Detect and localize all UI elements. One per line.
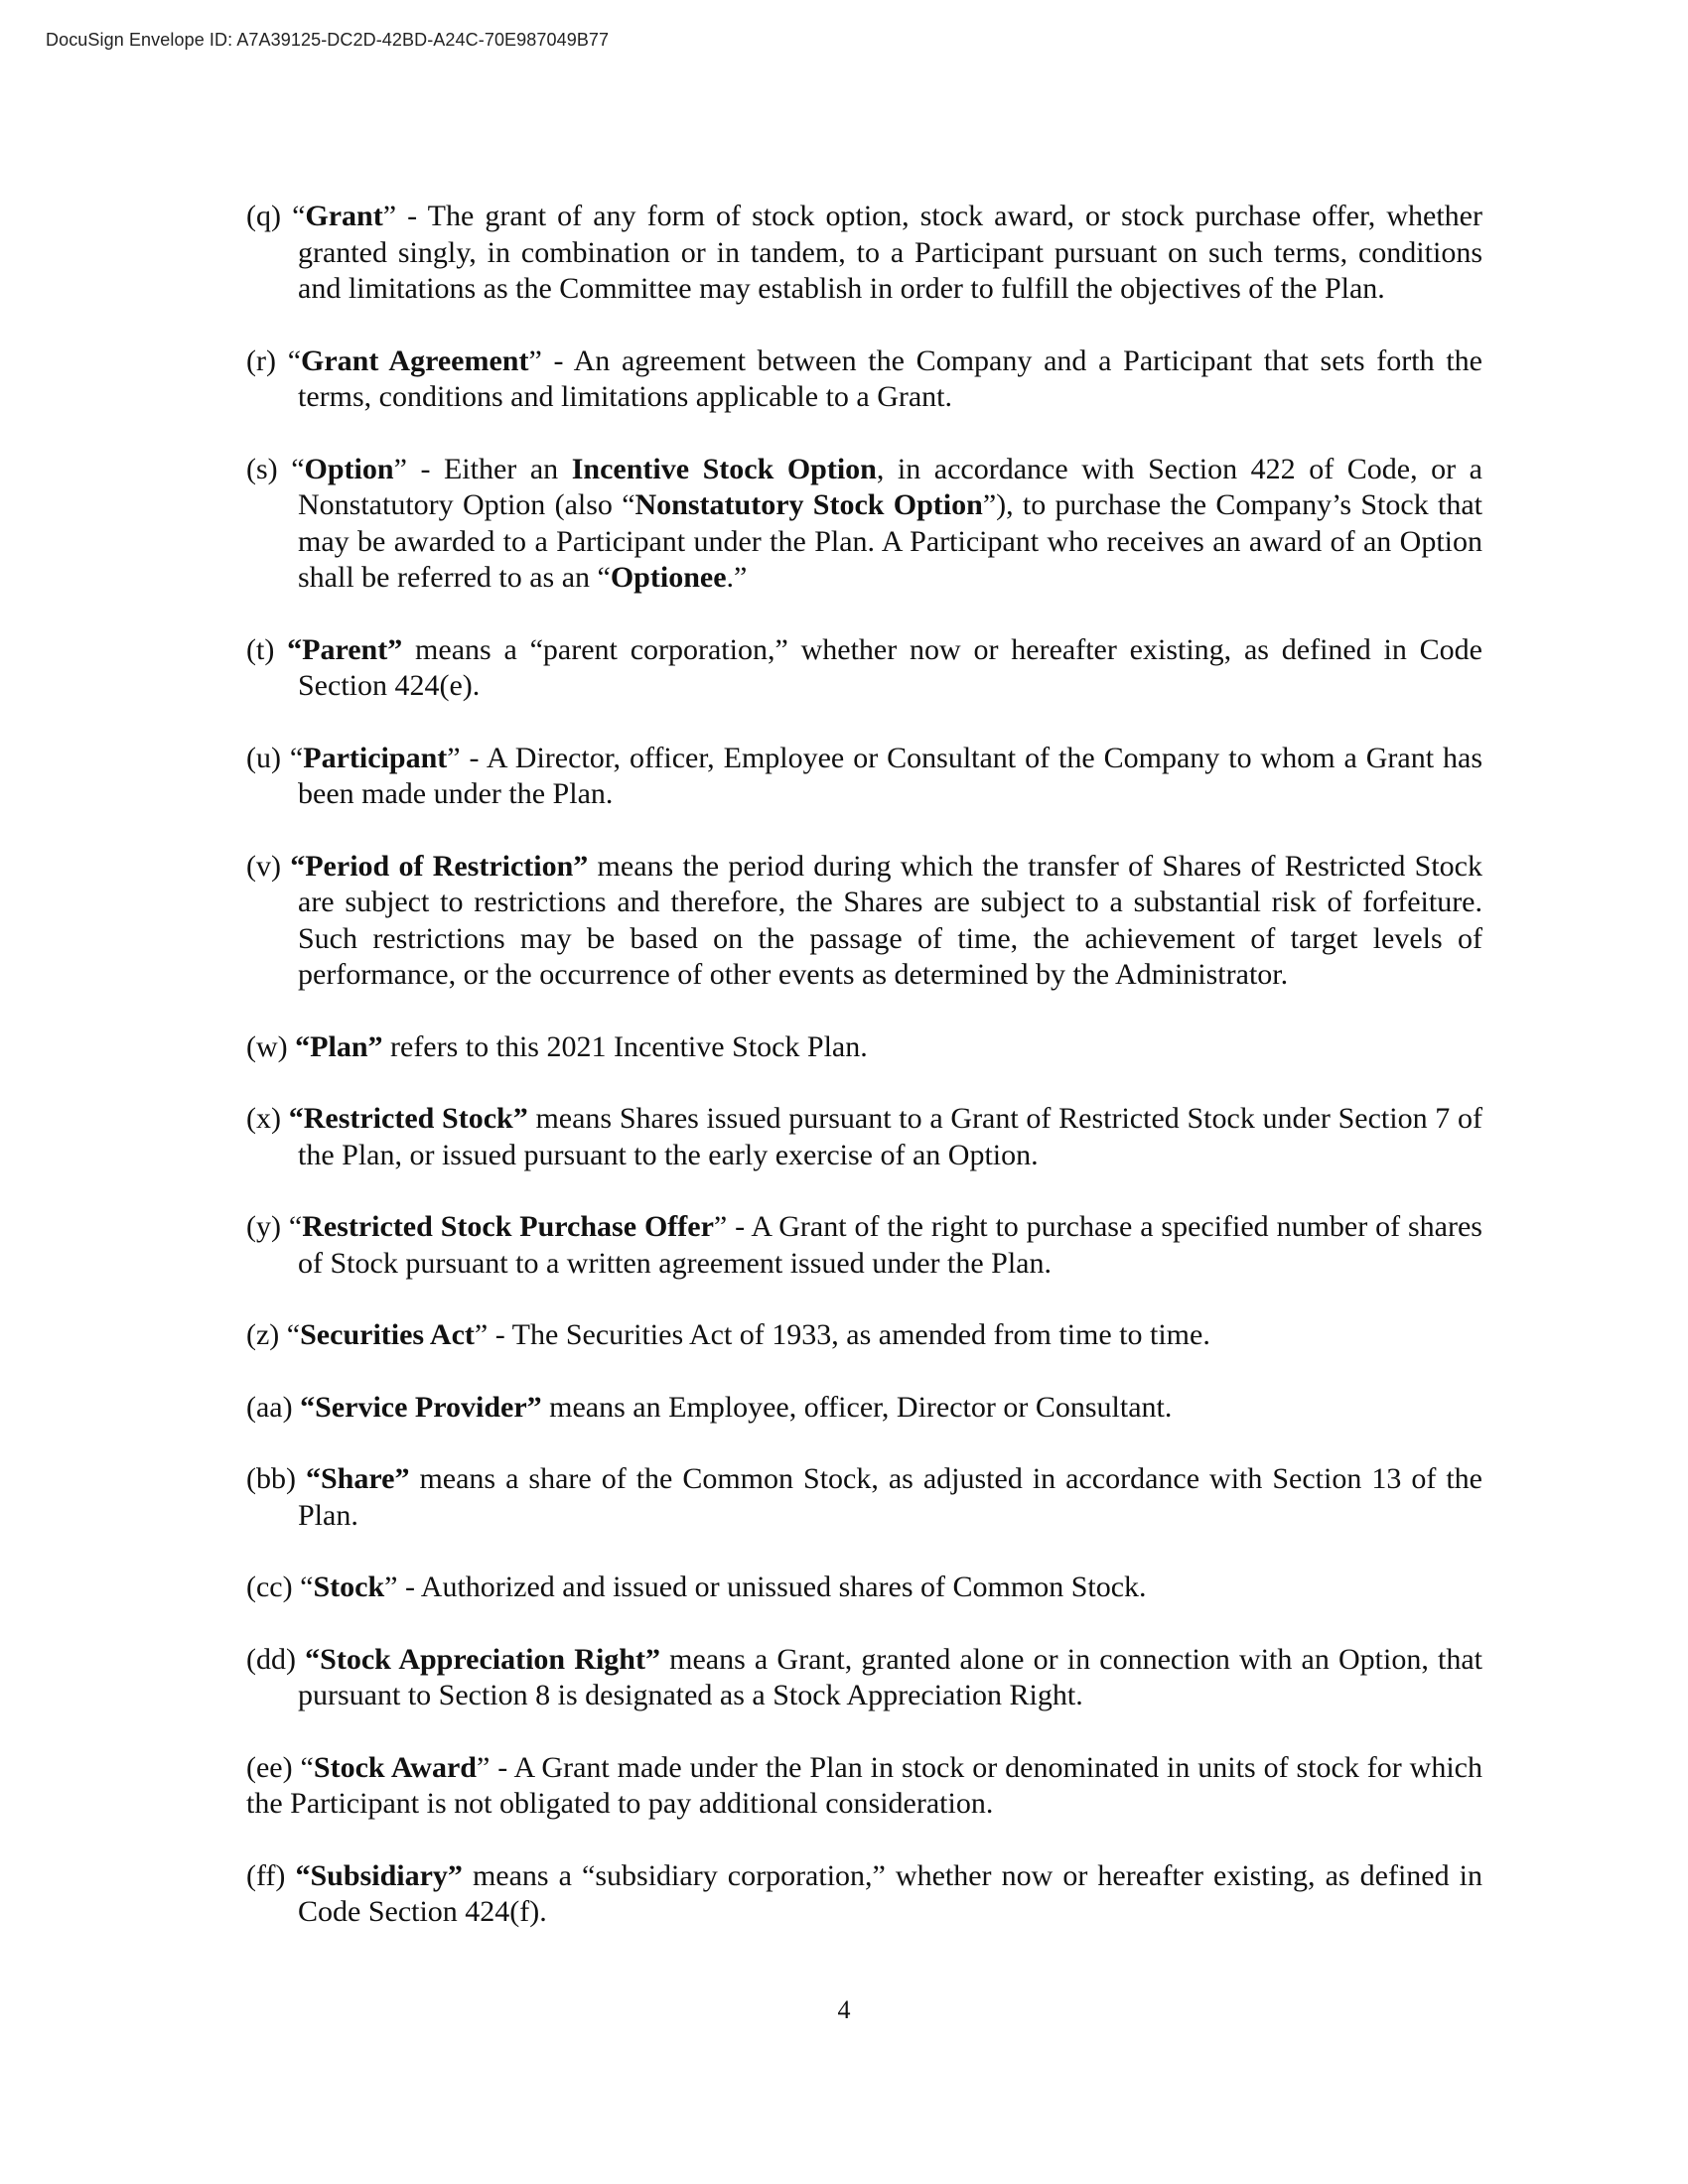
defined-term: Stock: [313, 1570, 385, 1603]
definition-label: (cc): [246, 1570, 293, 1603]
definition-text: means a “subsidiary corporation,” whether now or hereafter existing, as defined in Code Section 424(f).: [298, 1858, 1482, 1928]
definition-grant: (q) “Grant” - The grant of any form of stock option, stock award, or stock purchase offer, whether granted singly, in combination or in tandem, to a Participant pursuant on such terms, conditions and limitations as the Committee may establish in order to fulfill the objectives of the Plan.: [246, 200, 1482, 305]
docusign-envelope-id: DocuSign Envelope ID: A7A39125-DC2D-42BD-A24C-70E987049B77: [46, 30, 610, 50]
definition-text: - An agreement between the Company and a Participant that sets forth the terms, conditions and limitations applicable to a Grant.: [298, 343, 1482, 413]
defined-term: Nonstatutory Stock Option: [634, 488, 983, 521]
definition-label: (r): [246, 343, 276, 377]
defined-term: Securities Act: [300, 1318, 475, 1351]
defined-term: “Stock Appreciation Right”: [305, 1642, 660, 1676]
definitions-list: [246, 199, 1482, 1967]
defined-term: Stock Award: [313, 1750, 477, 1784]
definition-label: (dd): [246, 1642, 296, 1676]
definition-label: (x): [246, 1102, 281, 1135]
definition-text: means an Employee, officer, Director or Consultant.: [541, 1390, 1173, 1424]
definition-text: - A Grant of the right to purchase a specified number of shares of Stock pursuant to a written agreement issued under the Plan.: [298, 1210, 1482, 1280]
definition-text: - Authorized and issued or unissued shares of Common Stock.: [397, 1570, 1147, 1603]
definition-label: (z): [246, 1318, 280, 1351]
definition-text: means a share of the Common Stock, as adjusted in accordance with Section 13 of the Plan.: [298, 1462, 1482, 1532]
definition-stock-award: (ee) “Stock Award” - A Grant made under the Plan in stock or denominated in units of stock for which the Participant is not obligated to pay additional consideration.: [246, 1750, 1482, 1820]
defined-term: Grant Agreement: [301, 343, 529, 377]
defined-term: “Period of Restriction”: [290, 849, 589, 883]
definition-text: - The grant of any form of stock option, stock award, or stock purchase offer, whether granted singly, in combination or in tandem, to a Participant pursuant on such terms, conditions and limitations as the Committee may establish in order to fulfill the objectives of the Plan.: [298, 200, 1482, 305]
definition-stock: (cc) “Stock” - Authorized and issued or unissued shares of Common Stock.: [246, 1570, 1147, 1603]
definition-label: (bb): [246, 1462, 296, 1495]
definition-period-of-restriction: [246, 849, 1482, 994]
definition-text: means a “parent corporation,” whether now or hereafter existing, as defined in Code Section 424(e).: [298, 632, 1482, 702]
defined-term: Restricted Stock Purchase Offer: [302, 1210, 714, 1243]
definition-label: (aa): [246, 1390, 293, 1424]
definition-text: - Either an: [406, 452, 572, 485]
definition-restricted-stock-purchase-offer: (y) “Restricted Stock Purchase Offer” - A Grant of the right to purchase a specified number of shares of Stock pursuant to a written agreement issued under the Plan.: [246, 1210, 1482, 1280]
definition-text: - A Grant made under the Plan in stock or denominated in units of stock for which the Participant is not obligated to pay additional consideration.: [246, 1750, 1482, 1820]
defined-term: “Service Provider”: [300, 1390, 542, 1424]
definition-parent: [246, 632, 1482, 705]
definition-option: (s) “Option” - Either an Incentive Stock Option, in accordance with Section 422 of Code, or a Nonstatutory Option (also “Nonstatutory Stock Option”), to purchase the Company’s Stock that may be awarded to a Participant under the Plan. A Participant who receives an award of an Option shall be referred to as an “Optionee.”: [246, 452, 1482, 594]
definition-text: - The Securities Act of 1933, as amended from time to time.: [488, 1318, 1210, 1351]
definition-text: means Shares issued pursuant to a Grant of Restricted Stock under Section 7 of the Plan, or issued pursuant to the early exercise of an Option.: [298, 1102, 1483, 1171]
page-number: 4: [837, 1995, 851, 2024]
definition-plan: [246, 1029, 1482, 1066]
definition-restricted-stock: [246, 1101, 1482, 1173]
definition-text: .”: [726, 561, 748, 594]
definition-label: (u): [246, 741, 281, 774]
defined-term: “Subsidiary”: [295, 1858, 463, 1892]
definition-label: (q): [246, 200, 281, 232]
definition-participant: (u) “Participant” - A Director, officer, Employee or Consultant of the Company to whom a Grant has been made under the Plan.: [246, 741, 1482, 810]
defined-term: “Parent”: [287, 632, 403, 666]
definition-label: (ff): [246, 1858, 286, 1892]
defined-term: “Restricted Stock”: [288, 1102, 528, 1135]
definition-text: means a Grant, granted alone or in connection with an Option, that pursuant to Section 8 is designated as a Stock Appreciation Right.: [298, 1642, 1483, 1711]
definition-label: (v): [246, 849, 281, 883]
definition-securities-act: (z) “Securities Act” - The Securities Act of 1933, as amended from time to time.: [246, 1318, 1210, 1351]
defined-term: Option: [304, 452, 394, 485]
definition-text: , in accordance with Section 422 of Code, or a Nonstatutory Option (also “: [298, 452, 1482, 521]
definition-subsidiary: [246, 1858, 1482, 1931]
definition-text: means the period during which the transfer of Shares of Restricted Stock are subject to restrictions and therefore, the Shares are subject to a substantial risk of forfeiture. Such restrictions may be based on the passage of time, the achievement of target levels of performance, or the occurrence of other events as determined by the Administrator.: [298, 849, 1482, 991]
defined-term: Incentive Stock Option: [571, 452, 877, 485]
definition-share: [246, 1461, 1482, 1534]
defined-term: “Plan”: [295, 1029, 383, 1063]
defined-term: “Share”: [305, 1462, 410, 1495]
defined-term: Optionee: [610, 561, 727, 594]
definition-service-provider: [246, 1390, 1482, 1427]
definition-stock-appreciation-right: [246, 1642, 1482, 1714]
definition-label: (ee): [246, 1750, 293, 1784]
definition-label: (y): [246, 1210, 281, 1243]
definition-label: (w): [246, 1029, 288, 1063]
defined-term: Participant: [303, 741, 448, 774]
definition-label: (s): [246, 452, 278, 485]
definition-grant-agreement: (r) “Grant Agreement” - An agreement between the Company and a Participant that sets forth the terms, conditions and limitations applicable to a Grant.: [246, 343, 1482, 413]
defined-term: Grant: [305, 200, 383, 232]
definition-text: ”), to purchase the Company’s Stock that may be awarded to a Participant under the Plan. A Participant who receives an award of an Option shall be referred to as an “: [298, 488, 1482, 594]
definition-text: refers to this 2021 Incentive Stock Plan.: [382, 1029, 868, 1063]
definition-label: (t): [246, 632, 275, 666]
definition-text: - A Director, officer, Employee or Consultant of the Company to whom a Grant has been made under the Plan.: [298, 741, 1482, 810]
